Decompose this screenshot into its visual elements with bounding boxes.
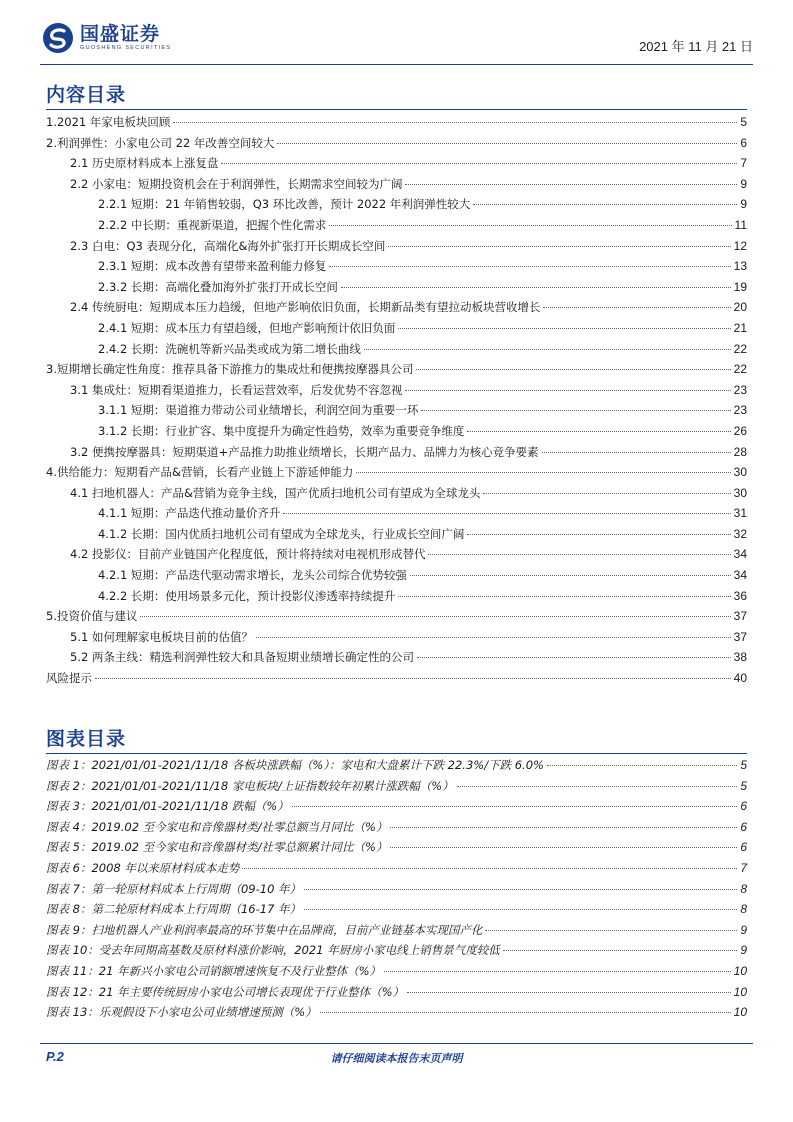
toc-entry[interactable]	[46, 505, 747, 526]
dot-leader	[390, 847, 737, 848]
toc-entry-page: 19	[733, 279, 747, 294]
toc-entry[interactable]	[46, 382, 747, 403]
toc-entry-page: 36	[733, 588, 747, 603]
toc-entry-page: 28	[733, 444, 747, 459]
toc-entry-page: 12	[733, 238, 747, 253]
figure-entry[interactable]	[46, 778, 747, 799]
dot-leader	[341, 287, 731, 288]
page-header	[0, 0, 793, 68]
figure-entry[interactable]	[46, 798, 747, 819]
figure-entry-title: 图表 11：21 年新兴小家电公司销额增速恢复不及行业整体（%）	[46, 963, 382, 978]
dot-leader	[292, 806, 738, 807]
toc-entry[interactable]	[46, 588, 747, 609]
brand-name-cn: 国盛证券	[80, 23, 161, 45]
toc-entry-title: 3.1.1 短期：渠道推力带动公司业绩增长，利润空间为重要一环	[98, 403, 419, 418]
toc-entry-page: 9	[740, 176, 747, 191]
toc-entry-page: 30	[733, 485, 747, 500]
toc-heading: 内容目录	[46, 84, 127, 106]
figure-entry-page: 5	[740, 758, 747, 772]
toc-entry-title: 4.1 扫地机器人：产品&营销为竞争主线，国产优质扫地机公司有望成为全球龙头	[70, 485, 481, 500]
figure-entry-page: 5	[740, 778, 747, 793]
toc-entry-title: 3.1.2 长期：行业扩容、集中度提升为确定性趋势，效率为重要竞争维度	[98, 423, 465, 438]
figure-entry-page: 8	[740, 902, 747, 917]
guosheng-logo-icon	[42, 22, 74, 54]
toc-entry[interactable]	[46, 361, 747, 382]
toc-heading-rule	[46, 109, 747, 110]
dot-leader	[416, 369, 730, 370]
report-date: 2021 年 11 月 21 日	[639, 39, 753, 54]
figure-entry[interactable]	[46, 839, 747, 860]
toc-entry[interactable]	[46, 320, 747, 341]
dot-leader	[398, 328, 730, 329]
toc-entry-title: 2.利润弹性：小家电公司 22 年改善空间较大	[46, 135, 275, 150]
figure-entry-title: 图表 6：2008 年以来原材料成本走势	[46, 860, 240, 875]
toc-entry-page: 22	[733, 362, 747, 377]
dot-leader	[390, 827, 737, 828]
figure-entry-page: 9	[740, 922, 747, 937]
toc-entry[interactable]	[46, 649, 747, 670]
dot-leader	[320, 1012, 731, 1013]
figure-entry[interactable]	[46, 942, 747, 963]
toc-entry-title: 2.3.2 长期：高端化叠加海外扩张打开成长空间	[98, 279, 338, 294]
toc-entry-page: 34	[733, 568, 747, 583]
toc-entry-title: 4.2.2 长期：使用场景多元化，预计投影仪渗透率持续提升	[98, 588, 396, 603]
dot-leader	[543, 307, 730, 308]
toc-entry[interactable]	[46, 608, 747, 629]
list-of-figures	[46, 757, 747, 1025]
toc-entry-page: 37	[733, 629, 747, 644]
figure-entry-page: 9	[740, 943, 747, 958]
figure-entry-title: 图表 1：2021/01/01-2021/11/18 各板块涨跌幅（%）：家电和大盘累计下跌 22.3%/下跌 6.0%	[46, 758, 544, 772]
toc-entry[interactable]	[46, 629, 747, 650]
figure-entry[interactable]	[46, 963, 747, 984]
toc-entry[interactable]	[46, 402, 747, 423]
figure-entry-page: 6	[740, 840, 747, 855]
toc-entry[interactable]	[46, 464, 747, 485]
figure-entry-title: 图表 13：乐观假设下小家电公司业绩增速预测（%）	[46, 1005, 317, 1020]
dot-leader	[417, 657, 731, 658]
toc-entry-page: 32	[733, 526, 747, 541]
dot-leader	[421, 410, 730, 411]
figure-entry-page: 7	[740, 860, 747, 875]
dot-leader	[221, 163, 737, 164]
dot-leader	[304, 889, 737, 890]
toc-entry-title: 2.2.2 中长期：重视新渠道，把握个性化需求	[98, 217, 327, 232]
brand-logo	[42, 22, 171, 54]
toc-entry[interactable]	[46, 670, 747, 691]
toc-entry-title: 2.3 白电：Q3 表现分化，高端化&海外扩张打开长期成长空间	[70, 238, 386, 253]
figures-heading: 图表目录	[46, 728, 127, 750]
toc-entry[interactable]	[46, 196, 747, 217]
toc-entry-page: 7	[740, 156, 747, 171]
figure-entry-page: 10	[733, 984, 747, 999]
toc-entry-title: 2.2 小家电：短期投资机会在于利润弹性，长期需求空间较为广阔	[70, 176, 403, 191]
toc-entry-title: 4.2 投影仪：目前产业链国产化程度低，预计将持续对电视机形成替代	[70, 547, 426, 562]
toc-entry-title: 5.投资价值与建议	[46, 609, 138, 624]
toc-entry[interactable]	[46, 546, 747, 567]
toc-entry[interactable]	[46, 341, 747, 362]
toc-entry-page: 6	[740, 135, 747, 150]
header-divider	[40, 64, 753, 65]
toc-entry[interactable]	[46, 238, 747, 259]
dot-leader	[410, 575, 731, 576]
figure-entry-page: 6	[740, 799, 747, 814]
dot-leader	[388, 246, 730, 247]
dot-leader	[473, 204, 737, 205]
toc-entry-title: 4.1.2 长期：国内优质扫地机公司有望成为全球龙头，行业成长空间广阔	[98, 526, 465, 541]
toc-entry-title: 1.2021 年家电板块回顾	[46, 115, 171, 129]
toc-entry[interactable]	[46, 176, 747, 197]
dot-leader	[173, 122, 737, 123]
figure-entry-title: 图表 10：受去年同期高基数及原材料涨价影响，2021 年厨房小家电线上销售景气度较低	[46, 943, 500, 958]
toc-entry[interactable]	[46, 444, 747, 465]
toc-entry[interactable]	[46, 526, 747, 547]
dot-leader	[329, 266, 730, 267]
toc-entry-page: 21	[733, 320, 747, 335]
dot-leader	[329, 225, 731, 226]
toc-entry-page: 9	[740, 197, 747, 212]
toc-entry-title: 4.2.1 短期：产品迭代驱动需求增长，龙头公司综合优势较强	[98, 568, 407, 583]
toc-entry-page: 22	[733, 341, 747, 356]
toc-entry-title: 3.短期增长确定性角度：推荐具备下游推力的集成灶和便携按摩器具公司	[46, 362, 414, 377]
dot-leader	[398, 596, 730, 597]
toc-entry-page: 40	[733, 671, 747, 686]
toc-entry-page: 11	[734, 217, 747, 232]
dot-leader	[457, 786, 738, 787]
figure-entry-title: 图表 8：第二轮原材料成本上行周期（16-17 年）	[46, 902, 302, 917]
dot-leader	[277, 143, 737, 144]
dot-leader	[485, 930, 737, 931]
dot-leader	[428, 554, 730, 555]
toc-entry[interactable]	[46, 299, 747, 320]
toc-entry-title: 5.2 两条主线：精选利润弹性较大和具备短期业绩增长确定性的公司	[70, 650, 414, 665]
figure-entry-title: 图表 3：2021/01/01-2021/11/18 跌幅（%）	[46, 799, 289, 814]
figure-entry-title: 图表 9：扫地机器人产业利润率最高的环节集中在品牌商，目前产业链基本实现国产化	[46, 922, 483, 937]
footer-divider	[40, 1043, 753, 1044]
figure-entry[interactable]	[46, 819, 747, 840]
toc-entry-title: 4.1.1 短期：产品迭代推动量价齐升	[98, 506, 281, 521]
toc-entry[interactable]	[46, 114, 747, 135]
toc-entry-page: 23	[733, 382, 747, 397]
page-number: P.2	[46, 1049, 64, 1064]
toc-entry-page: 23	[733, 403, 747, 418]
dot-leader	[405, 390, 730, 391]
figure-entry-title: 图表 4：2019.02 至今家电和音像器材类/社零总额当月同比（%）	[46, 819, 388, 834]
dot-leader	[95, 678, 731, 679]
toc-entry-title: 2.4 传统厨电：短期成本压力趋缓，但地产影响依旧负面，长期新品类有望拉动板块营收增长	[70, 300, 541, 315]
dot-leader	[467, 431, 730, 432]
figure-entry[interactable]	[46, 922, 747, 943]
figure-entry-page: 6	[740, 819, 747, 834]
toc-entry-page: 30	[733, 465, 747, 480]
toc-entry-page: 20	[733, 300, 747, 315]
dot-leader	[242, 868, 737, 869]
dot-leader	[405, 184, 737, 185]
toc-entry[interactable]	[46, 279, 747, 300]
toc-entry-page: 38	[733, 650, 747, 665]
toc-entry-page: 13	[733, 259, 747, 274]
toc-entry-title: 3.1 集成灶：短期看渠道推力，长看运营效率，后发优势不容忽视	[70, 382, 403, 397]
toc-entry-title: 2.4.2 长期：洗碗机等新兴品类或成为第二增长曲线	[98, 341, 361, 356]
figure-entry[interactable]	[46, 1004, 747, 1025]
dot-leader	[547, 765, 737, 766]
dot-leader	[542, 452, 731, 453]
toc-entry[interactable]	[46, 423, 747, 444]
toc-entry-title: 风险提示	[46, 671, 92, 686]
figure-entry[interactable]	[46, 757, 747, 778]
figure-entry[interactable]	[46, 984, 747, 1005]
toc-entry-title: 2.4.1 短期：成本压力有望趋缓，但地产影响预计依旧负面	[98, 320, 396, 335]
toc-entry-title: 4.供给能力：短期看产品&营销，长看产业链上下游延伸能力	[46, 465, 354, 480]
figure-entry[interactable]	[46, 860, 747, 881]
dot-leader	[140, 616, 730, 617]
toc-entry-title: 3.2 便携按摩器具：短期渠道+产品推力助推业绩增长，长期产品力、品牌力为核心竞争要素	[70, 444, 539, 459]
dot-leader	[483, 493, 730, 494]
toc-entry-title: 2.1 历史原材料成本上涨复盘	[70, 156, 219, 171]
figure-entry-title: 图表 7：第一轮原材料成本上行周期（09-10 年）	[46, 881, 302, 896]
footer-disclaimer: 请仔细阅读本报告末页声明	[330, 1052, 463, 1065]
dot-leader	[407, 992, 731, 993]
figure-entry-title: 图表 2：2021/01/01-2021/11/18 家电板块/上证指数较年初累计涨跌幅（%）	[46, 778, 454, 793]
dot-leader	[467, 534, 730, 535]
toc-entry-title: 5.1 如何理解家电板块目前的估值？	[70, 629, 253, 644]
dot-leader	[304, 909, 737, 910]
toc-entry[interactable]	[46, 567, 747, 588]
toc-entry[interactable]	[46, 155, 747, 176]
toc-entry-title: 2.2.1 短期：21 年销售较弱，Q3 环比改善，预计 2022 年利润弹性较大	[98, 197, 471, 212]
toc-entry[interactable]	[46, 485, 747, 506]
dot-leader	[364, 349, 731, 350]
brand-name-en: GUOSHENG SECURITIES	[80, 45, 172, 51]
dot-leader	[503, 950, 738, 951]
toc-entry-page: 34	[733, 547, 747, 562]
toc-entry-page: 26	[733, 423, 747, 438]
toc-entry-page: 37	[733, 609, 747, 624]
toc-entry-page: 5	[740, 115, 747, 129]
toc-entry[interactable]	[46, 135, 747, 156]
figures-heading-rule	[46, 753, 747, 754]
figure-entry-title: 图表 5：2019.02 至今家电和音像器材类/社零总额累计同比（%）	[46, 840, 388, 855]
toc-entry[interactable]	[46, 258, 747, 279]
toc-entry-page: 31	[733, 506, 747, 521]
figure-entry-page: 10	[733, 963, 747, 978]
dot-leader	[283, 513, 730, 514]
figure-entry[interactable]	[46, 881, 747, 902]
figure-entry-page: 10	[733, 1005, 747, 1020]
figure-entry-page: 8	[740, 881, 747, 896]
dot-leader	[384, 971, 731, 972]
figure-entry[interactable]	[46, 901, 747, 922]
table-of-contents	[46, 114, 747, 691]
dot-leader	[256, 637, 731, 638]
toc-entry-title: 2.3.1 短期：成本改善有望带来盈利能力修复	[98, 259, 327, 274]
toc-entry[interactable]	[46, 217, 747, 238]
figure-entry-title: 图表 12：21 年主要传统厨房小家电公司增长表现优于行业整体（%）	[46, 984, 405, 999]
dot-leader	[356, 472, 730, 473]
